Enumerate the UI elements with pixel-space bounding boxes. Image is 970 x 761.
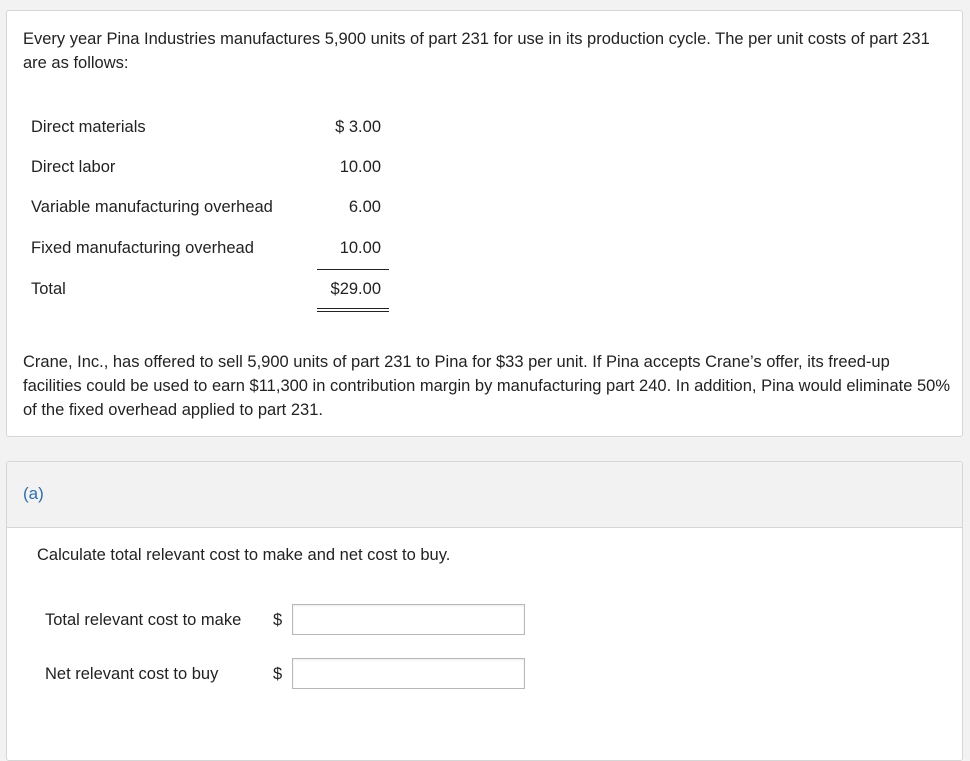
cost-label: Variable manufacturing overhead xyxy=(31,198,273,216)
part-instruction: Calculate total relevant cost to make and net cost to buy. xyxy=(37,546,451,564)
subtotal-rule xyxy=(317,269,389,270)
problem-intro: Every year Pina Industries manufactures 5,900 units of part 231 for use in its production cycle. The per unit costs of part 231 are as follows: xyxy=(23,30,930,72)
part-label: (a) xyxy=(23,484,44,503)
buy-cost-label: Net relevant cost to buy xyxy=(45,665,219,683)
cost-row-total xyxy=(31,280,391,304)
make-cost-input[interactable] xyxy=(292,604,525,635)
cost-label: Direct materials xyxy=(31,118,146,136)
cost-value: $29.00 xyxy=(330,280,381,298)
total-double-rule-bottom xyxy=(317,311,389,312)
cost-row-fixed-overhead xyxy=(31,239,391,263)
part-a-card xyxy=(6,461,963,761)
currency-symbol: $ xyxy=(273,611,283,629)
buy-cost-input[interactable] xyxy=(292,658,525,689)
cost-value: 10.00 xyxy=(339,158,381,176)
cost-value: 6.00 xyxy=(348,198,381,216)
make-cost-row xyxy=(45,604,535,636)
make-cost-label: Total relevant cost to make xyxy=(45,611,242,629)
cost-row-direct-materials xyxy=(31,118,391,142)
cost-label: Direct labor xyxy=(31,158,116,176)
cost-label: Total xyxy=(31,280,66,298)
problem-card xyxy=(6,10,963,437)
cost-label: Fixed manufacturing overhead xyxy=(31,239,254,257)
buy-cost-row xyxy=(45,658,535,690)
total-double-rule-top xyxy=(317,308,389,309)
currency-symbol: $ xyxy=(273,665,283,683)
cost-value: 10.00 xyxy=(339,239,381,257)
offer-text: Crane, Inc., has offered to sell 5,900 units of part 231 to Pina for $33 per unit. If Pina accepts Crane’s offer, its freed-up facilities could be used to earn $11,300 in contribution margin by manufacturing part 240. In addition, Pina would eliminate 50% of the fixed overhead applied to part 231. xyxy=(23,353,951,419)
cost-value: $ 3.00 xyxy=(335,118,381,136)
part-a-header xyxy=(7,462,962,528)
cost-row-direct-labor xyxy=(31,158,391,182)
cost-row-variable-overhead xyxy=(31,198,391,222)
